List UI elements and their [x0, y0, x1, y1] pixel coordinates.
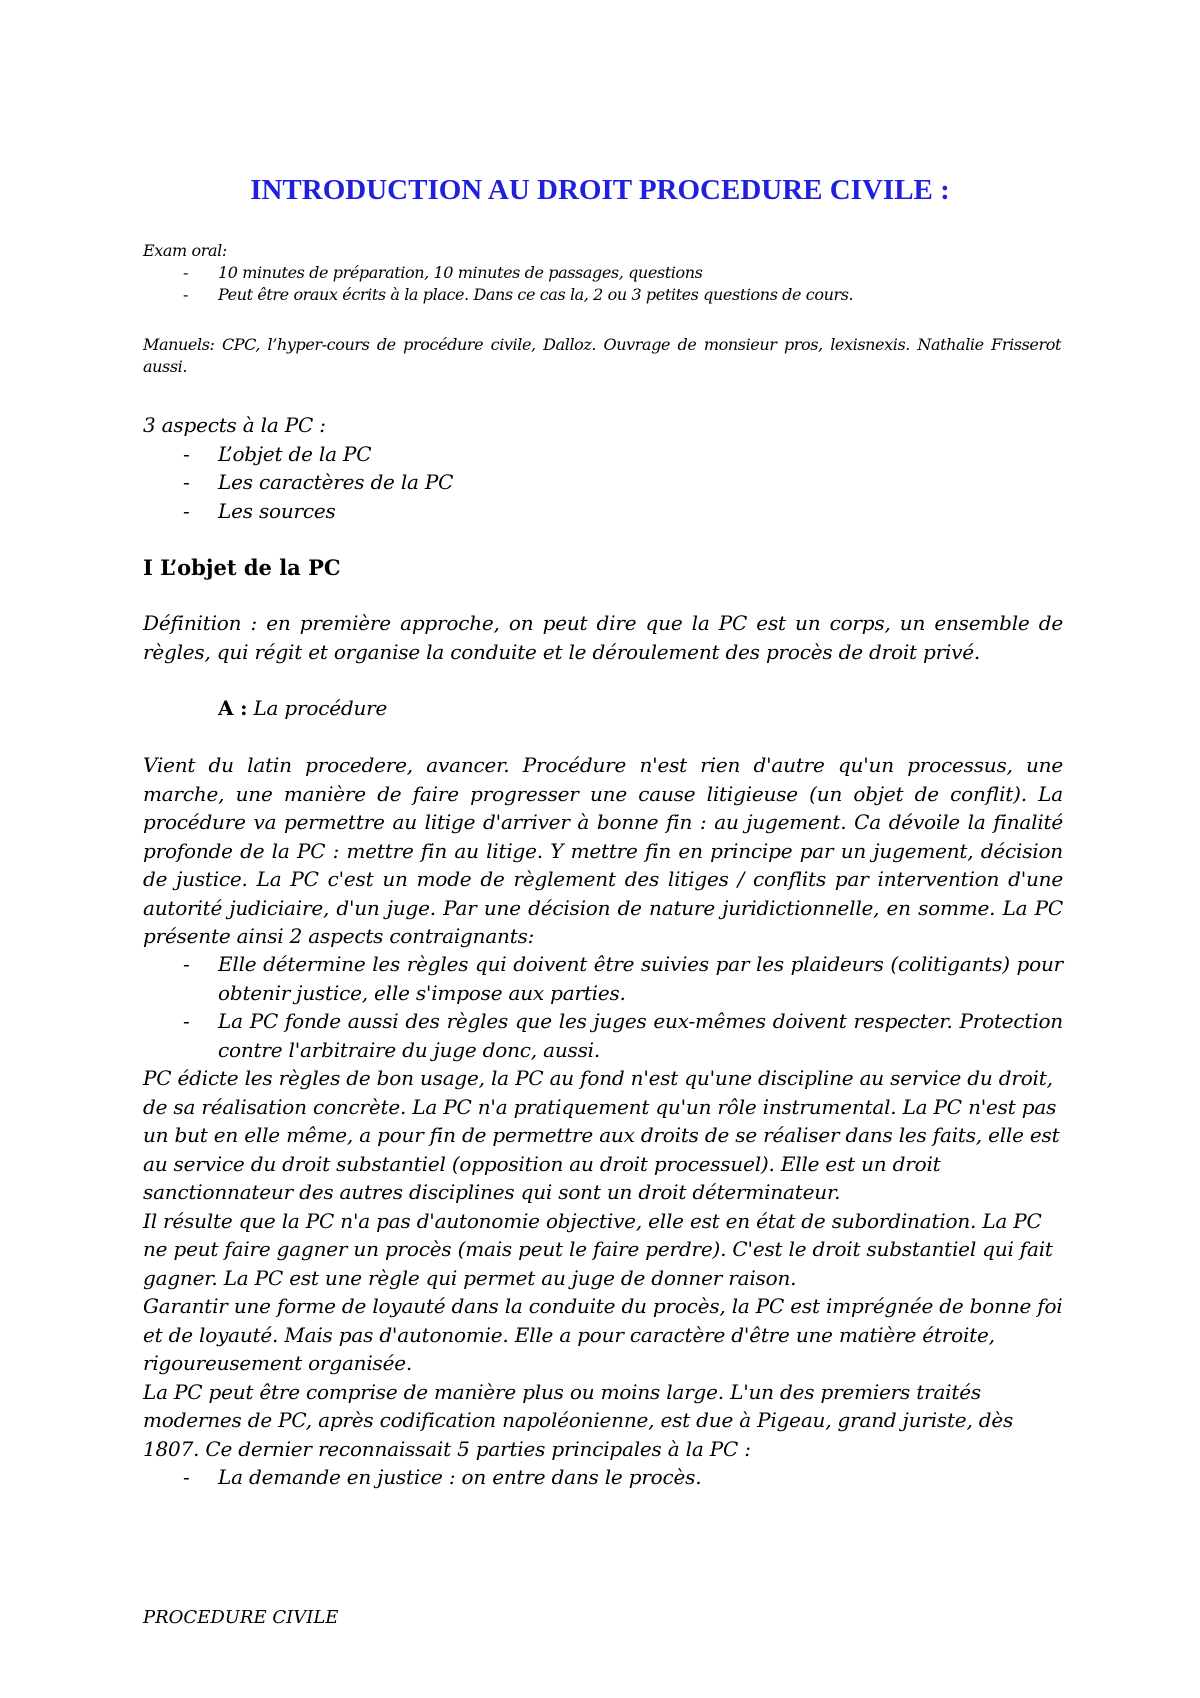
section-heading: I L’objet de la PC — [143, 555, 341, 580]
text-line: et de loyauté. Mais pas d'autonomie. Elle a pour caractère d'être une matière étroite, — [143, 1322, 995, 1347]
aspects-label: 3 aspects à la PC : — [143, 413, 326, 437]
exam-list — [143, 262, 1063, 306]
dash-icon: - — [183, 470, 190, 494]
list-item: - La demande en justice : on entre dans le procès. — [143, 1463, 1063, 1492]
text-line: sanctionnateur des autres disciplines qui sont un droit déterminateur. — [143, 1180, 841, 1204]
text-line: ne peut faire gagner un procès (mais peut le faire perdre). C'est le droit substantiel qui fait — [143, 1237, 1053, 1261]
aspects-section — [143, 411, 1063, 525]
text-line: de sa réalisation concrète. La PC n'a pratiquement qu'un rôle instrumental. La PC n'est pas — [143, 1094, 1057, 1119]
text-line: Il résulte que la PC n'a pas d'autonomie objective, elle est en état de subordination. La PC — [143, 1208, 1042, 1233]
list-item: - Elle détermine les règles qui doivent être suivies par les plaideurs (colitigants) pour obtenir justice, elle s'impose aux parties. — [183, 952, 1063, 1005]
dash-icon: - — [183, 263, 189, 282]
list-item: - L’objet de la PC — [143, 440, 1063, 469]
text-line: Garantir une forme de loyauté dans la conduite du procès, la PC est imprégnée de bonne foi — [143, 1294, 1063, 1318]
page-footer: PROCEDURE CIVILE — [143, 1607, 339, 1628]
procedure-paragraph: Vient du latin procedere, avancer. Procédure n'est rien d'autre qu'un processus, une marche, une manière de faire progresser une cause litigieuse (un objet de conflit). La procédure va permettre au litige d'arriver à bonne fin : au jugement. Ca dévoile la finalité profonde de la PC : mettre fin au litige. Y mettre fin en principe par un jugement, décision de justice. La PC c'est un mode de règlement des litiges / conflits par intervention d'une autorité judiciaire, d'un juge. Par une décision de nature juridictionnelle, en somme. La PC présente ainsi 2 aspects contraignants: — [143, 753, 1063, 948]
text-line: PC édicte les règles de bon usage, la PC au fond n'est qu'une discipline au service du droit, — [143, 1066, 1053, 1090]
list-item: - Les caractères de la PC — [143, 468, 1063, 497]
text-line: un but en elle même, a pour fin de permettre aux droits de se réaliser dans les faits, elle est — [143, 1123, 1060, 1147]
parties-list — [143, 1463, 1063, 1492]
text-line: gagner. La PC est une règle qui permet au juge de donner raison. — [143, 1265, 797, 1290]
dash-icon: - — [183, 952, 190, 976]
exam-section — [143, 240, 1063, 306]
subsection-heading — [218, 694, 818, 723]
subsection-title: La procédure — [253, 696, 388, 720]
dash-icon: - — [183, 285, 189, 304]
discipline-paragraph — [143, 1064, 1063, 1492]
text-line: au service du droit substantiel (opposition au droit processuel). Elle est un droit — [143, 1151, 941, 1176]
document-title: INTRODUCTION AU DROIT PROCEDURE CIVILE : — [250, 174, 950, 206]
definition-paragraph: Définition : en première approche, on peut dire que la PC est un corps, un ensemble de règles, qui régit et organise la conduite et le déroulement des procès de droit privé. — [143, 611, 1063, 664]
list-item: - Peut être oraux écrits à la place. Dans ce cas la, 2 ou 3 petites questions de cours. — [183, 285, 854, 304]
list-item: - Les sources — [143, 497, 1063, 526]
subsection-letter: A : — [218, 696, 248, 720]
text-line: rigoureusement organisée. — [143, 1351, 413, 1375]
list-item: - La PC fonde aussi des règles que les juges eux-mêmes doivent respecter. Protection contre l'arbitraire du juge donc, aussi. — [183, 1009, 1063, 1062]
manuels-paragraph: Manuels: CPC, l’hyper-cours de procédure civile, Dalloz. Ouvrage de monsieur pros, lexisnexis. Nathalie Frisserot aussi. — [143, 335, 1061, 376]
exam-label: Exam oral: — [143, 241, 227, 260]
aspects-list — [143, 440, 1063, 526]
text-line: La PC peut être comprise de manière plus ou moins large. L'un des premiers traités — [143, 1379, 981, 1404]
list-item: - 10 minutes de préparation, 10 minutes de passages, questions — [183, 263, 703, 282]
constraints-list — [143, 950, 1063, 1064]
dash-icon: - — [183, 498, 190, 523]
constraints-section — [143, 950, 1063, 1064]
text-line: modernes de PC, après codification napoléonienne, est due à Pigeau, grand juriste, dès — [143, 1408, 1014, 1432]
text-line: 1807. Ce dernier reconnaissait 5 parties principales à la PC : — [143, 1436, 751, 1461]
dash-icon: - — [183, 1465, 190, 1489]
dash-icon: - — [183, 1009, 190, 1033]
dash-icon: - — [183, 441, 190, 466]
